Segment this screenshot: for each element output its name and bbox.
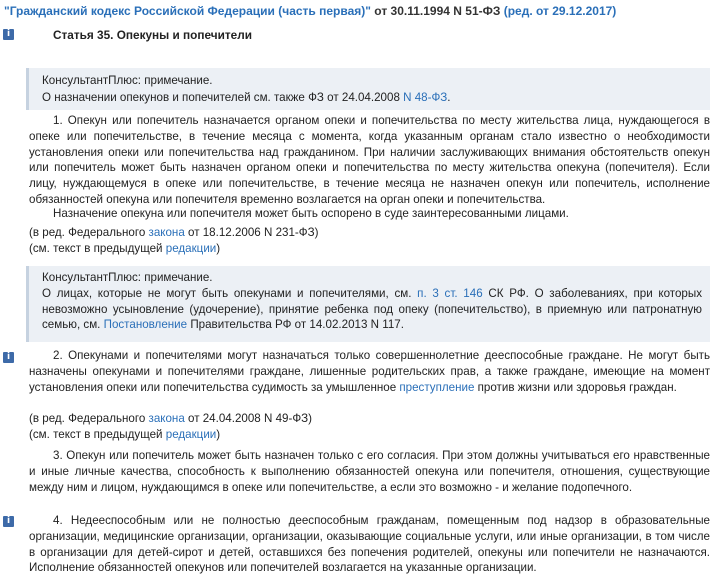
law-link-231fz[interactable]: закона <box>148 226 185 239</box>
prev-edition-link-2[interactable]: редакции <box>165 428 217 441</box>
prev-edition-note-1: (см. текст в предыдущей редакции) <box>29 242 221 255</box>
edition-note-2: (в ред. Федерального закона от 24.04.2008 N 49-ФЗ) <box>29 412 313 425</box>
government-decree-link[interactable]: Постановление <box>103 318 188 331</box>
note-text: О назначении опекунов и попечителей см. также ФЗ от 24.04.2008 N 48-ФЗ. <box>42 91 451 104</box>
law-link-48fz[interactable]: N 48-ФЗ <box>403 91 448 104</box>
consultant-note <box>26 68 710 110</box>
paragraph-4: 4. Недееспособным или не полностью дееспособным гражданам, помещенным под надзор в образовательные организации, медицинские организации, организации, оказывающие социальные услуги, или иные организации, в том числе в организации для детей-сирот и детей, оставшихся без попечения родителей, опекуны или попечители не назначаются. Исполнение обязанностей опекунов или попечителей возлагается на указанные организации. <box>29 514 710 575</box>
crime-link[interactable]: преступление <box>399 380 475 394</box>
note-title-2: КонсультантПлюс: примечание. <box>42 271 213 284</box>
paragraph-1-contest: Назначение опекуна или попечителя может быть оспорено в суде заинтересованными лицами. <box>53 207 569 220</box>
consultant-note-2 <box>26 266 710 342</box>
edition-link[interactable]: (ред. от 29.12.2017) <box>503 4 617 18</box>
note-title: КонсультантПлюс: примечание. <box>42 74 213 87</box>
paragraph-1: 1. Опекун или попечитель назначается органом опеки и попечительства по месту жительства лица, нуждающегося в опеке или попечительстве, в течение месяца с момента, когда указанным органам стало известно о необходимости установления опеки или попечительства над гражданином. При наличии заслуживающих внимания обстоятельств опекун или попечитель может быть назначен органом опеки и попечительства по месту жительства опекуна (попечителя). Если лицу, нуждающемуся в опеке или попечительстве, в течение месяца не назначен опекун или попечитель, исполнение обязанностей опекуна или попечителя временно возлагается на орган опеки и попечительства. <box>29 114 710 206</box>
act-title-link[interactable]: "Гражданский кодекс Российской Федерации (часть первая)" <box>4 4 371 18</box>
note-text-2: О лицах, которые не могут быть опекунами и попечителями, см. п. 3 ст. 146 СК РФ. О заболеваниях, при которых невозможно усыновление (удочерение), принятие ребенка под опеку (попечительство), в приемную или патронатную семью, см. Постановление Правительства РФ от 14.02.2013 N 117. <box>42 287 702 331</box>
info-icon[interactable]: i <box>3 516 14 527</box>
prev-edition-note-2: (см. текст в предыдущей редакции) <box>29 428 221 441</box>
article-title: Статья 35. Опекуны и попечители <box>53 28 252 42</box>
prev-edition-link-1[interactable]: редакции <box>165 242 217 255</box>
info-icon[interactable]: i <box>3 29 14 40</box>
paragraph-3: 3. Опекун или попечитель может быть назначен только с его согласия. При этом должны учитываться его нравственные и иные личные качества, способность к выполнению обязанностей опекуна или попечителя, отношения, существующие между ним и лицом, нуждающимся в опеке или попечительстве, а если это возможно - и желание подопечного. <box>29 449 710 494</box>
paragraph-2: 2. Опекунами и попечителями могут назначаться только совершеннолетние дееспособные граждане. Не могут быть назначены опекунами и попечителями граждане, лишенные родительских прав, а также граждане, имеющие на момент установления опеки или попечительства судимость за умышленное преступление против жизни или здоровья граждан. <box>29 349 710 394</box>
info-icon[interactable]: i <box>3 352 14 363</box>
edition-note-1: (в ред. Федерального закона от 18.12.2006 N 231-ФЗ) <box>29 226 319 239</box>
document-header <box>4 4 716 19</box>
law-link-49fz[interactable]: закона <box>148 412 185 425</box>
act-date-number: от 30.11.1994 N 51-ФЗ <box>370 4 504 18</box>
sk-rf-article-link[interactable]: п. 3 ст. 146 <box>417 287 483 300</box>
